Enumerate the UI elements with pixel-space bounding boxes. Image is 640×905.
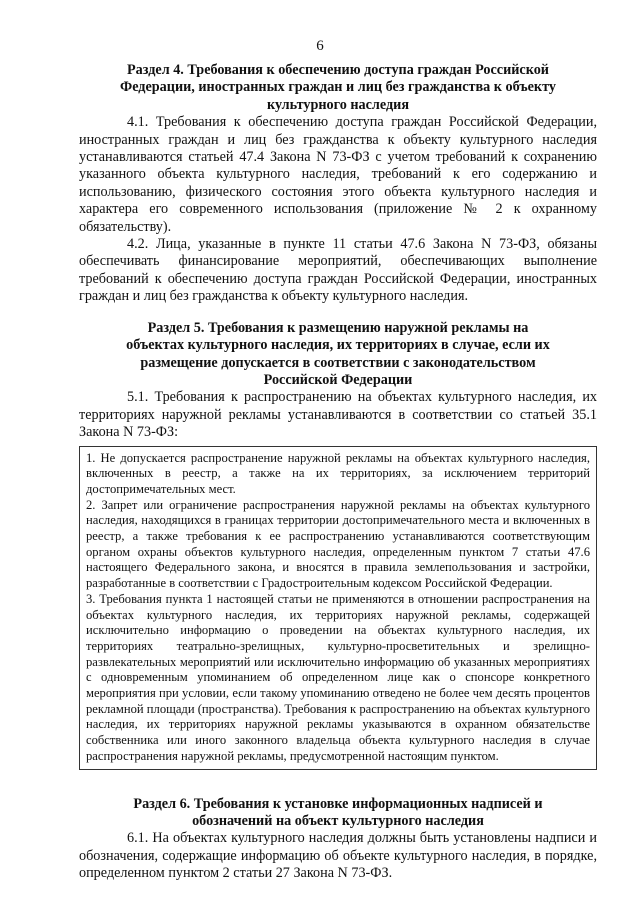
quoted-law-box — [79, 446, 597, 770]
page-number: 6 — [316, 38, 324, 54]
quoted-item-2: 2. Запрет или ограничение распространения наружной рекламы на объектах культурного наследия, находящихся в границах территории достопримечательного места и включенных в реестр, а также требования к ее распространению устанавливаются соответствующим органом охраны объектов культурного наследия, определенным пунктом 7 статьи 47.6 настоящего Федерального закона, и вносятся в правила землепользования и застройки, разработанные в соответствии с Градостроительным кодексом Российской Федерации. — [86, 497, 590, 591]
section-5-paragraph-1: 5.1. Требования к распространению на объектах культурного наследия, их территориях наружной рекламы устанавливаются в соответствии со статьей 35.1 Закона N 73-ФЗ: — [79, 389, 597, 441]
section-5-heading: Раздел 5. Требования к размещению наружной рекламы на объектах культурного наследия, их территориях в случае, если их размещение допускается в соответствии с законодательством Российской Федерации — [126, 319, 550, 388]
section-6-heading: Раздел 6. Требования к установке информационных надписей и обозначений на объект культурного наследия — [133, 795, 543, 829]
section-4-heading: Раздел 4. Требования к обеспечению доступа граждан Российской Федерации, иностранных граждан и лиц без гражданства к объекту культурного наследия — [120, 62, 556, 113]
quoted-item-3: 3. Требования пункта 1 настоящей статьи не применяются в отношении распространения на объектах культурного наследия, их территориях наружной рекламы, содержащей исключительно информацию о проведении на объектах культурного наследия, их территориях театрально-зрелищных, культурно-просветительных и зрелищно-развлекательных мероприятий или исключительно информацию об указанных мероприятиях с одновременным упоминанием об определенном лице как о спонсоре конкретного мероприятия при условии, если такому упоминанию отведено не более чем десять процентов рекламной площади (пространства). Требования к распространению на объектах культурного наследия, их территориях наружной рекламы указываются в охранном обязательстве собственника или иного законного владельца объекта культурного наследия в случае распространения наружной рекламы, предусмотренной настоящим пунктом. — [86, 591, 590, 763]
section-4-paragraph-1: 4.1. Требования к обеспечению доступа граждан Российской Федерации, иностранных граждан и лиц без гражданства к объекту культурного наследия устанавливаются статьей 47.4 Закона N 73-ФЗ с учетом требований к сохранению указанного объекта культурного наследия, требований к его содержанию и использованию, физического состояния этого объекта культурного наследия и характера его современного использования (приложение № 2 к охранному обязательству). — [79, 114, 597, 235]
document-body — [79, 62, 597, 883]
section-4-paragraph-2: 4.2. Лица, указанные в пункте 11 статьи 47.6 Закона N 73-ФЗ, обязаны обеспечивать финансирование мероприятий, обеспечивающих выполнение требований к обеспечению доступа граждан Российской Федерации, иностранных граждан и лиц без гражданства к объекту культурного наследия. — [79, 236, 597, 305]
quoted-item-1: 1. Не допускается распространение наружной рекламы на объектах культурного наследия, включенных в реестр, а также на их территориях, за исключением территорий достопримечательных мест. — [86, 450, 590, 496]
section-6-paragraph-1: 6.1. На объектах культурного наследия должны быть установлены надписи и обозначения, содержащие информацию об объекте культурного наследия, в порядке, определенном пунктом 2 статьи 27 Закона N 73-ФЗ. — [79, 830, 597, 882]
